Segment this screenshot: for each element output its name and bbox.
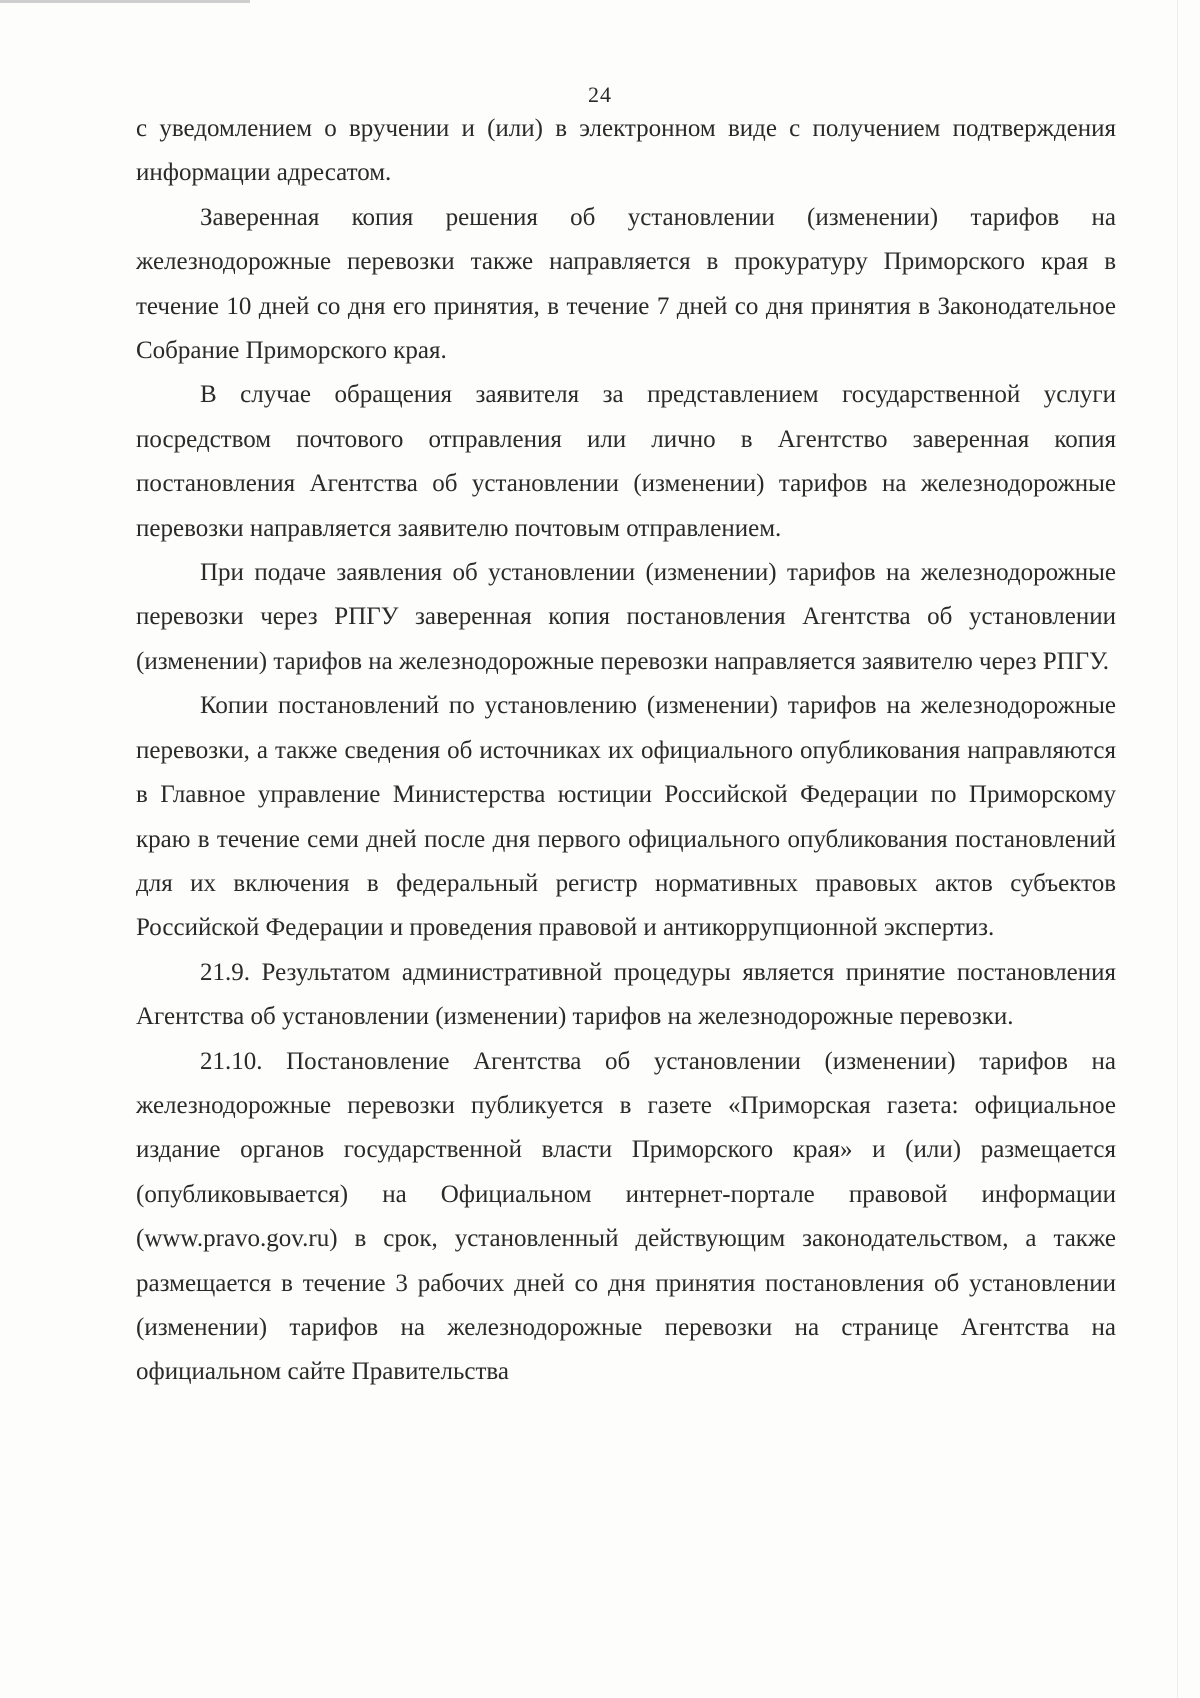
paragraph: 21.10. Постановление Агентства об установлении (изменении) тарифов на железнодорожные перевозки публикуется в газете «Приморская газета: официальное издание органов государственной власти Приморского края» и (или) размещается (опубликовывается) на Официальном интернет-портале правовой информации (www.pravo.gov.ru) в срок, установленный действующим законодательством, а также размещается в течение 3 рабочих дней со дня принятия постановления об установлении (изменении) тарифов на железнодорожные перевозки на странице Агентства на официальном сайте Правительства xyxy=(136,1047,1116,1386)
paragraph: с уведомлением о вручении и (или) в электронном виде с получением подтверждения информации адресатом. xyxy=(136,115,1116,187)
paragraph: При подаче заявления об установлении (изменении) тарифов на железнодорожные перевозки через РПГУ заверенная копия постановления Агентства об установлении (изменении) тарифов на железнодорожные перевозки направляется заявителю через РПГУ. xyxy=(136,559,1116,675)
page-number: 24 xyxy=(588,82,612,107)
paragraph: 21.9. Результатом административной процедуры является принятие постановления Агентства об установлении (изменении) тарифов на железнодорожные перевозки. xyxy=(136,958,1116,1031)
paragraph: Копии постановлений по установлению (изменении) тарифов на железнодорожные перевозки, а также сведения об источниках их официального опубликования направляются в Главное управление Министерства юстиции Российской Федерации по Приморскому краю в течение семи дней после дня первого официального опубликования постановлений для их включения в федеральный регистр нормативных правовых актов субъектов Российской Федерации и проведения правовой и антикоррупционной экспертиз. xyxy=(136,692,1116,942)
body-text xyxy=(136,107,1116,1395)
paragraph: Заверенная копия решения об установлении (изменении) тарифов на железнодорожные перевозки также направляется в прокуратуру Приморского края в течение 10 дней со дня его принятия, в течение 7 дней со дня принятия в Законодательное Собрание Приморского края. xyxy=(136,203,1116,365)
paragraph: В случае обращения заявителя за представлением государственной услуги посредством почтового отправления или лично в Агентство заверенная копия постановления Агентства об установлении (изменении) тарифов на железнодорожные перевозки направляется заявителю почтовым отправлением. xyxy=(136,381,1116,542)
scan-edge-mark xyxy=(0,0,250,3)
scan-edge-line xyxy=(1177,0,1178,1698)
